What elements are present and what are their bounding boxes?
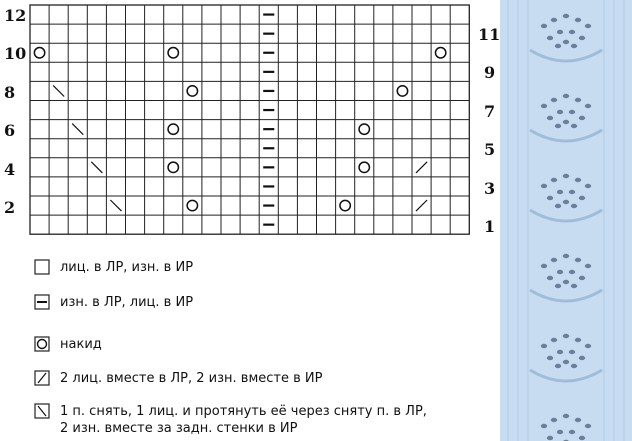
legend-text-k2tog: 2 лиц. вместе в ЛР, 2 изн. вместе в ИР <box>60 371 323 386</box>
legend-item-knit <box>34 259 193 276</box>
ssk-symbol-icon <box>34 403 50 419</box>
legend-item-k2tog <box>34 370 322 387</box>
knit-symbol-icon <box>34 259 50 275</box>
legend-text-yo: накид <box>60 337 102 352</box>
legend-text-knit: лиц. в ЛР, изн. в ИР <box>60 260 194 275</box>
yarn-over-symbol-icon <box>34 336 50 352</box>
row-number-11: 11 <box>478 25 501 44</box>
legend-text-ssk-line1: 1 п. снять, 1 лиц. и протянуть её через сняту п. в ЛР, <box>60 404 427 419</box>
knitting-chart <box>0 0 500 250</box>
row-number-6: 6 <box>4 121 16 140</box>
row-number-12: 12 <box>4 6 27 25</box>
purl-symbol-icon <box>34 294 50 310</box>
row-number-4: 4 <box>4 160 16 179</box>
row-number-9: 9 <box>484 63 496 82</box>
legend-text-ssk-line2: 2 изн. вместе за задн. стенки в ИР <box>60 421 298 436</box>
legend-text-purl: изн. в ЛР, лиц. в ИР <box>60 295 194 310</box>
legend-item-purl <box>34 294 193 311</box>
row-number-5: 5 <box>484 140 496 159</box>
row-number-10: 10 <box>4 44 27 63</box>
row-number-1: 1 <box>484 217 496 236</box>
row-number-8: 8 <box>4 83 16 102</box>
row-number-3: 3 <box>484 179 496 198</box>
knitted-lace-photo <box>500 0 632 441</box>
legend-item-ssk <box>34 403 427 437</box>
row-number-7: 7 <box>484 102 496 121</box>
k2tog-symbol-icon <box>34 370 50 386</box>
legend-item-yo <box>34 336 102 353</box>
row-number-2: 2 <box>4 198 16 217</box>
